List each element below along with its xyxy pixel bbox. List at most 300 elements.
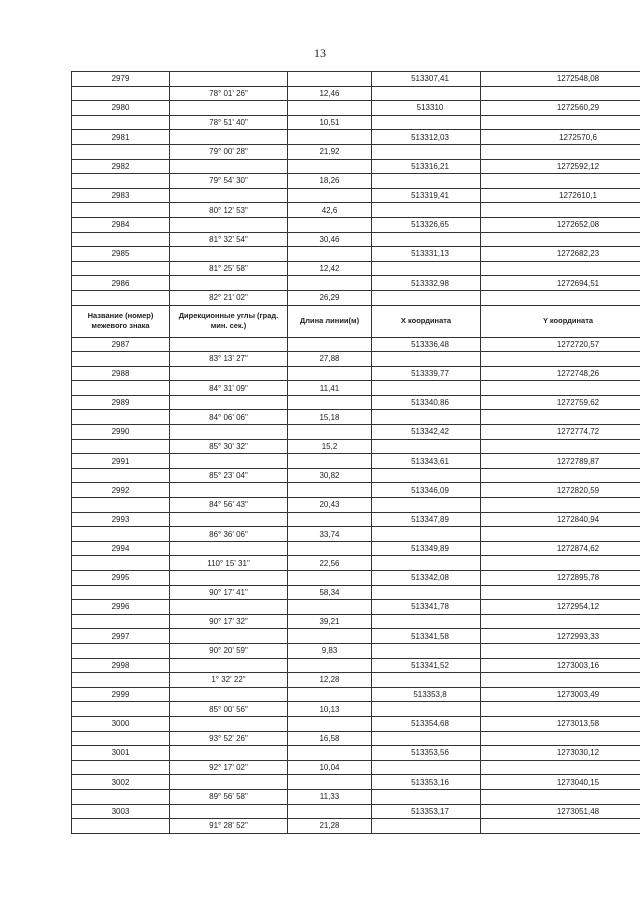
empty-cell [288, 571, 372, 586]
empty-cell [72, 439, 170, 454]
y-coordinate: 1272610,1 [481, 188, 640, 203]
empty-cell [72, 498, 170, 513]
segment-row [72, 115, 640, 130]
direction-angle: 1° 32' 22" [170, 673, 288, 688]
x-coordinate: 513332,98 [372, 276, 481, 291]
segment-row [72, 203, 640, 218]
direction-angle: 79° 00' 28" [170, 144, 288, 159]
empty-cell [481, 556, 640, 571]
empty-cell [72, 203, 170, 218]
line-length: 10,51 [288, 115, 372, 130]
empty-cell [288, 130, 372, 145]
y-coordinate: 1272774,72 [481, 425, 640, 440]
segment-row [72, 702, 640, 717]
x-coordinate: 513341,58 [372, 629, 481, 644]
x-coordinate: 513326,65 [372, 217, 481, 232]
point-row [72, 425, 640, 440]
empty-cell [288, 483, 372, 498]
direction-angle: 84° 31' 09" [170, 381, 288, 396]
empty-cell [72, 410, 170, 425]
empty-cell [481, 731, 640, 746]
x-coordinate: 513341,52 [372, 658, 481, 673]
point-row [72, 600, 640, 615]
point-name: 2982 [72, 159, 170, 174]
empty-cell [481, 585, 640, 600]
line-length: 11,41 [288, 381, 372, 396]
direction-angle: 92° 17' 02" [170, 760, 288, 775]
direction-angle: 84° 56' 43" [170, 498, 288, 513]
empty-cell [170, 541, 288, 556]
empty-cell [372, 381, 481, 396]
point-row [72, 629, 640, 644]
segment-row [72, 290, 640, 305]
empty-cell [372, 760, 481, 775]
empty-cell [372, 498, 481, 513]
line-length: 26,29 [288, 290, 372, 305]
empty-cell [72, 643, 170, 658]
line-length: 33,74 [288, 527, 372, 542]
line-length: 58,34 [288, 585, 372, 600]
empty-cell [372, 290, 481, 305]
direction-angle: 82° 21' 02" [170, 290, 288, 305]
segment-row [72, 673, 640, 688]
segment-row [72, 381, 640, 396]
point-row [72, 775, 640, 790]
point-row [72, 746, 640, 761]
y-coordinate: 1272548,08 [481, 72, 640, 87]
empty-cell [372, 439, 481, 454]
point-name: 2991 [72, 454, 170, 469]
empty-cell [72, 731, 170, 746]
empty-cell [372, 585, 481, 600]
empty-cell [372, 468, 481, 483]
segment-row [72, 731, 640, 746]
empty-cell [481, 789, 640, 804]
page-number: 13 [314, 46, 326, 60]
line-length: 18,26 [288, 174, 372, 189]
empty-cell [481, 261, 640, 276]
empty-cell [170, 337, 288, 352]
empty-cell [481, 115, 640, 130]
y-coordinate: 1272720,57 [481, 337, 640, 352]
y-coordinate: 1272874,62 [481, 541, 640, 556]
segment-row [72, 527, 640, 542]
empty-cell [481, 381, 640, 396]
direction-angle: 85° 23' 04" [170, 468, 288, 483]
empty-cell [170, 600, 288, 615]
empty-cell [481, 439, 640, 454]
empty-cell [481, 144, 640, 159]
y-coordinate: 1272748,26 [481, 366, 640, 381]
x-coordinate: 513347,89 [372, 512, 481, 527]
line-length: 12,28 [288, 673, 372, 688]
empty-cell [372, 731, 481, 746]
empty-cell [288, 425, 372, 440]
empty-cell [170, 804, 288, 819]
y-coordinate: 1272592,12 [481, 159, 640, 174]
line-length: 9,83 [288, 643, 372, 658]
empty-cell [481, 352, 640, 367]
segment-row [72, 439, 640, 454]
line-length: 21,28 [288, 819, 372, 834]
empty-cell [72, 115, 170, 130]
direction-angle: 81° 32' 54" [170, 232, 288, 247]
x-coordinate: 513342,42 [372, 425, 481, 440]
line-length: 10,13 [288, 702, 372, 717]
point-name: 3000 [72, 716, 170, 731]
point-name: 3002 [72, 775, 170, 790]
empty-cell [72, 556, 170, 571]
x-coordinate: 513319,41 [372, 188, 481, 203]
x-coordinate: 513307,41 [372, 72, 481, 87]
segment-row [72, 232, 640, 247]
empty-cell [72, 290, 170, 305]
point-row [72, 716, 640, 731]
direction-angle: 81° 25' 58" [170, 261, 288, 276]
point-name: 2986 [72, 276, 170, 291]
empty-cell [72, 702, 170, 717]
y-coordinate: 1272840,94 [481, 512, 640, 527]
point-name: 2994 [72, 541, 170, 556]
empty-cell [481, 174, 640, 189]
line-length: 30,82 [288, 468, 372, 483]
empty-cell [288, 101, 372, 116]
point-name: 2999 [72, 687, 170, 702]
empty-cell [481, 527, 640, 542]
empty-cell [288, 600, 372, 615]
x-coordinate: 513339,77 [372, 366, 481, 381]
empty-cell [372, 789, 481, 804]
empty-cell [72, 261, 170, 276]
empty-cell [72, 144, 170, 159]
header-y-coordinate: Y координата [481, 305, 640, 337]
empty-cell [372, 174, 481, 189]
direction-angle: 85° 30' 32" [170, 439, 288, 454]
direction-angle: 79° 54' 30" [170, 174, 288, 189]
empty-cell [72, 86, 170, 101]
empty-cell [170, 395, 288, 410]
y-coordinate: 1272560,29 [481, 101, 640, 116]
line-length: 22,56 [288, 556, 372, 571]
empty-cell [288, 804, 372, 819]
empty-cell [481, 760, 640, 775]
point-name: 2987 [72, 337, 170, 352]
y-coordinate: 1272570,6 [481, 130, 640, 145]
point-name: 2990 [72, 425, 170, 440]
point-row [72, 217, 640, 232]
point-name: 2985 [72, 247, 170, 262]
empty-cell [72, 352, 170, 367]
y-coordinate: 1272789,87 [481, 454, 640, 469]
direction-angle: 110° 15' 31" [170, 556, 288, 571]
empty-cell [288, 716, 372, 731]
boundary-points-table [71, 71, 640, 834]
empty-cell [170, 483, 288, 498]
direction-angle: 78° 01' 26" [170, 86, 288, 101]
empty-cell [481, 643, 640, 658]
empty-cell [288, 276, 372, 291]
point-row [72, 247, 640, 262]
point-row [72, 337, 640, 352]
point-name: 2989 [72, 395, 170, 410]
direction-angle: 86° 36' 06" [170, 527, 288, 542]
empty-cell [72, 381, 170, 396]
empty-cell [72, 585, 170, 600]
empty-cell [72, 527, 170, 542]
empty-cell [288, 454, 372, 469]
segment-row [72, 819, 640, 834]
empty-cell [372, 115, 481, 130]
point-name: 3001 [72, 746, 170, 761]
segment-row [72, 614, 640, 629]
y-coordinate: 1273030,12 [481, 746, 640, 761]
segment-row [72, 556, 640, 571]
header-x-coordinate: X координата [372, 305, 481, 337]
header-point-name: Название (номер) межевого знака [72, 305, 170, 337]
empty-cell [481, 290, 640, 305]
segment-row [72, 410, 640, 425]
y-coordinate: 1272682,23 [481, 247, 640, 262]
empty-cell [170, 366, 288, 381]
segment-row [72, 352, 640, 367]
direction-angle: 90° 20' 59" [170, 643, 288, 658]
empty-cell [288, 687, 372, 702]
empty-cell [372, 261, 481, 276]
direction-angle: 80° 12' 53" [170, 203, 288, 218]
x-coordinate: 513340,86 [372, 395, 481, 410]
table-body-top [72, 72, 640, 306]
segment-row [72, 789, 640, 804]
empty-cell [288, 512, 372, 527]
y-coordinate: 1273040,15 [481, 775, 640, 790]
direction-angle: 83° 13' 27" [170, 352, 288, 367]
segment-row [72, 144, 640, 159]
empty-cell [288, 159, 372, 174]
segment-row [72, 760, 640, 775]
point-name: 2979 [72, 72, 170, 87]
empty-cell [481, 203, 640, 218]
x-coordinate: 513310 [372, 101, 481, 116]
point-name: 2998 [72, 658, 170, 673]
empty-cell [481, 498, 640, 513]
y-coordinate: 1273003,16 [481, 658, 640, 673]
x-coordinate: 513342,08 [372, 571, 481, 586]
header-direction-angle: Дирекционные углы (град. мин. сек.) [170, 305, 288, 337]
empty-cell [288, 72, 372, 87]
point-row [72, 159, 640, 174]
empty-cell [72, 673, 170, 688]
empty-cell [288, 395, 372, 410]
empty-cell [72, 468, 170, 483]
empty-cell [288, 337, 372, 352]
point-row [72, 658, 640, 673]
direction-angle: 84° 06' 06" [170, 410, 288, 425]
empty-cell [372, 702, 481, 717]
y-coordinate: 1272820,59 [481, 483, 640, 498]
empty-cell [170, 716, 288, 731]
empty-cell [288, 746, 372, 761]
y-coordinate: 1273051,48 [481, 804, 640, 819]
empty-cell [372, 352, 481, 367]
empty-cell [372, 144, 481, 159]
direction-angle: 91° 28' 52" [170, 819, 288, 834]
point-row [72, 687, 640, 702]
empty-cell [170, 571, 288, 586]
empty-cell [481, 410, 640, 425]
y-coordinate: 1272759,62 [481, 395, 640, 410]
segment-row [72, 86, 640, 101]
line-length: 10,04 [288, 760, 372, 775]
header-line-length: Длина линии(м) [288, 305, 372, 337]
empty-cell [372, 556, 481, 571]
empty-cell [372, 819, 481, 834]
x-coordinate: 513331,13 [372, 247, 481, 262]
x-coordinate: 513353,56 [372, 746, 481, 761]
empty-cell [372, 203, 481, 218]
table-body-bottom [72, 337, 640, 833]
line-length: 39,21 [288, 614, 372, 629]
empty-cell [170, 775, 288, 790]
empty-cell [288, 775, 372, 790]
point-name: 2988 [72, 366, 170, 381]
point-name: 2980 [72, 101, 170, 116]
point-row [72, 454, 640, 469]
point-row [72, 541, 640, 556]
line-length: 21,92 [288, 144, 372, 159]
direction-angle: 93° 52' 26" [170, 731, 288, 746]
empty-cell [170, 512, 288, 527]
point-row [72, 101, 640, 116]
empty-cell [170, 454, 288, 469]
point-row [72, 276, 640, 291]
direction-angle: 90° 17' 32" [170, 614, 288, 629]
empty-cell [481, 232, 640, 247]
x-coordinate: 513353,8 [372, 687, 481, 702]
y-coordinate: 1272993,33 [481, 629, 640, 644]
empty-cell [170, 130, 288, 145]
empty-cell [170, 746, 288, 761]
point-row [72, 512, 640, 527]
x-coordinate: 513353,16 [372, 775, 481, 790]
point-name: 2997 [72, 629, 170, 644]
empty-cell [481, 468, 640, 483]
empty-cell [72, 232, 170, 247]
empty-cell [170, 658, 288, 673]
empty-cell [372, 410, 481, 425]
empty-cell [170, 629, 288, 644]
x-coordinate: 513312,03 [372, 130, 481, 145]
line-length: 15,18 [288, 410, 372, 425]
segment-row [72, 174, 640, 189]
line-length: 27,88 [288, 352, 372, 367]
x-coordinate: 513346,09 [372, 483, 481, 498]
point-name: 2995 [72, 571, 170, 586]
empty-cell [170, 687, 288, 702]
empty-cell [170, 72, 288, 87]
segment-row [72, 643, 640, 658]
empty-cell [170, 188, 288, 203]
empty-cell [288, 629, 372, 644]
y-coordinate: 1272652,08 [481, 217, 640, 232]
empty-cell [288, 247, 372, 262]
point-row [72, 366, 640, 381]
point-row [72, 130, 640, 145]
point-row [72, 804, 640, 819]
point-row [72, 72, 640, 87]
empty-cell [72, 614, 170, 629]
point-row [72, 395, 640, 410]
segment-row [72, 261, 640, 276]
empty-cell [72, 174, 170, 189]
empty-cell [170, 217, 288, 232]
empty-cell [372, 614, 481, 629]
y-coordinate: 1272954,12 [481, 600, 640, 615]
line-length: 11,33 [288, 789, 372, 804]
empty-cell [288, 366, 372, 381]
segment-row [72, 585, 640, 600]
y-coordinate: 1273003,49 [481, 687, 640, 702]
empty-cell [170, 159, 288, 174]
empty-cell [372, 643, 481, 658]
direction-angle: 85° 00' 56" [170, 702, 288, 717]
segment-row [72, 498, 640, 513]
line-length: 15,2 [288, 439, 372, 454]
point-row [72, 483, 640, 498]
line-length: 42,6 [288, 203, 372, 218]
empty-cell [72, 789, 170, 804]
line-length: 12,42 [288, 261, 372, 276]
empty-cell [372, 232, 481, 247]
y-coordinate: 1272895,78 [481, 571, 640, 586]
x-coordinate: 513343,61 [372, 454, 481, 469]
point-name: 2992 [72, 483, 170, 498]
segment-row [72, 468, 640, 483]
empty-cell [288, 541, 372, 556]
empty-cell [372, 527, 481, 542]
empty-cell [481, 673, 640, 688]
line-length: 30,46 [288, 232, 372, 247]
empty-cell [288, 217, 372, 232]
table-header-row [72, 305, 640, 337]
empty-cell [170, 247, 288, 262]
empty-cell [170, 101, 288, 116]
empty-cell [481, 702, 640, 717]
point-name: 2981 [72, 130, 170, 145]
point-row [72, 188, 640, 203]
y-coordinate: 1272694,51 [481, 276, 640, 291]
empty-cell [481, 614, 640, 629]
x-coordinate: 513349,89 [372, 541, 481, 556]
empty-cell [481, 819, 640, 834]
empty-cell [372, 86, 481, 101]
direction-angle: 89° 56' 58" [170, 789, 288, 804]
point-name: 2983 [72, 188, 170, 203]
x-coordinate: 513316,21 [372, 159, 481, 174]
empty-cell [170, 425, 288, 440]
point-name: 2993 [72, 512, 170, 527]
point-name: 2996 [72, 600, 170, 615]
line-length: 16,58 [288, 731, 372, 746]
empty-cell [481, 86, 640, 101]
x-coordinate: 513354,68 [372, 716, 481, 731]
point-row [72, 571, 640, 586]
x-coordinate: 513341,78 [372, 600, 481, 615]
empty-cell [288, 658, 372, 673]
empty-cell [72, 760, 170, 775]
empty-cell [372, 673, 481, 688]
point-name: 3003 [72, 804, 170, 819]
empty-cell [288, 188, 372, 203]
